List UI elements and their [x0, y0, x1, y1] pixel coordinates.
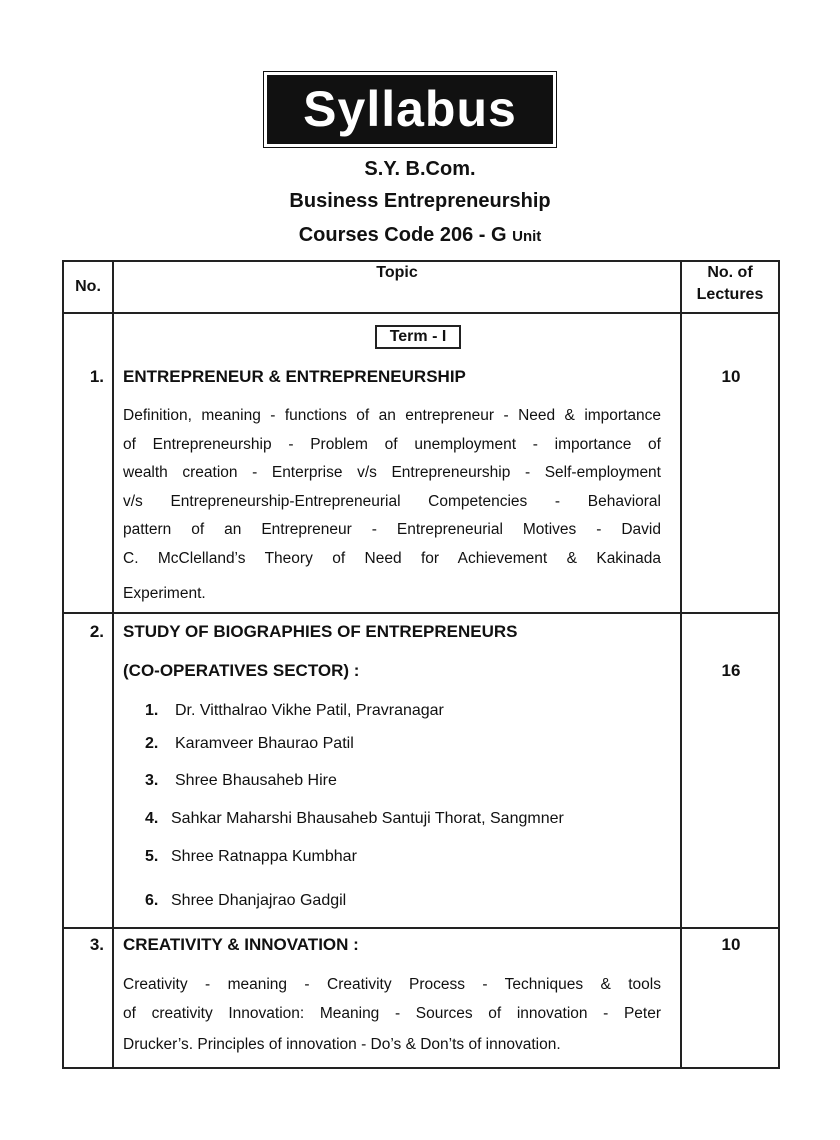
course-code: Courses Code 206 - G: [298, 224, 507, 246]
list-item: [145, 892, 346, 910]
description-line: pattern of an Entrepreneur - Entrepreneurial Motives - David: [123, 521, 661, 539]
unit-label: Unit: [512, 228, 542, 245]
item-number: 2.: [145, 735, 159, 752]
topic-title: ENTREPRENEUR & ENTREPRENEURSHIP: [123, 367, 466, 386]
table-border-bottom: [62, 1067, 780, 1069]
description-line: Creativity - meaning - Creativity Process - Techniques & tools: [123, 976, 661, 993]
topic-title-line2: (CO-OPERATIVES SECTOR) :: [123, 661, 360, 680]
item-text: Sahkar Maharshi Bhausaheb Santuji Thorat, Sangmner: [171, 810, 564, 827]
description-line: wealth creation - Enterprise v/s Entrepreneurship - Self-employment: [123, 464, 661, 482]
item-number: 5.: [145, 848, 159, 865]
list-item: [145, 702, 444, 720]
item-text: Dr. Vitthalrao Vikhe Patil, Pravranagar: [175, 702, 444, 719]
list-item: [145, 772, 337, 790]
list-item: [145, 735, 354, 753]
description-line: of creativity Innovation: Meaning - Sources of innovation - Peter: [123, 1004, 661, 1022]
topic-description: [123, 971, 661, 1060]
row-number: 1.: [89, 367, 104, 386]
item-number: 6.: [145, 892, 159, 909]
row-number: 3.: [89, 935, 104, 954]
title-banner-text: Syllabus: [267, 75, 553, 144]
description-line: of Entrepreneurship - Problem of unemployment - importance of: [123, 435, 661, 453]
description-line: Drucker’s. Principles of innovation - Do’s & Don’ts of innovation.: [123, 1036, 561, 1054]
lectures-header-line2: Lectures: [696, 286, 764, 303]
description-line: v/s Entrepreneurship-Entrepreneurial Competencies - Behavioral: [123, 492, 661, 510]
class-heading: S.Y. B.Com.: [364, 158, 476, 180]
list-item: [145, 848, 357, 866]
topic-description: [123, 402, 661, 608]
table-divider: [62, 927, 780, 929]
subject-heading: Business Entrepreneurship: [289, 190, 551, 212]
row-number: 2.: [89, 622, 104, 641]
item-number: 1.: [145, 702, 159, 719]
list-item: [145, 810, 564, 828]
column-header-topic: Topic: [376, 264, 418, 281]
item-number: 3.: [145, 772, 159, 789]
topic-title: CREATIVITY & INNOVATION :: [123, 935, 359, 954]
description-line: Definition, meaning - functions of an entrepreneur - Need & importance: [123, 407, 661, 424]
table-divider: [62, 612, 780, 614]
column-header-no: No.: [75, 278, 101, 295]
column-header-lectures: [682, 262, 778, 306]
table-divider: [62, 312, 780, 314]
description-line: C. McClelland’s Theory of Need for Achievement & Kakinada: [123, 549, 661, 567]
item-text: Karamveer Bhaurao Patil: [175, 735, 354, 752]
item-text: Shree Ratnappa Kumbhar: [171, 848, 357, 865]
lectures-header-line1: No. of: [707, 264, 753, 281]
title-banner: [263, 71, 557, 148]
lecture-count: 16: [721, 661, 741, 680]
item-text: Shree Dhanjajrao Gadgil: [171, 892, 347, 909]
column-divider: [680, 260, 682, 1069]
lecture-count: 10: [721, 935, 741, 954]
column-divider: [112, 260, 114, 1069]
item-number: 4.: [145, 810, 159, 827]
term-label: Term - I: [375, 325, 461, 349]
description-line: Experiment.: [123, 584, 206, 602]
topic-title: STUDY OF BIOGRAPHIES OF ENTREPRENEURS: [123, 622, 518, 641]
lecture-count: 10: [721, 367, 741, 386]
item-text: Shree Bhausaheb Hire: [175, 772, 337, 789]
course-code-heading: [0, 224, 840, 247]
